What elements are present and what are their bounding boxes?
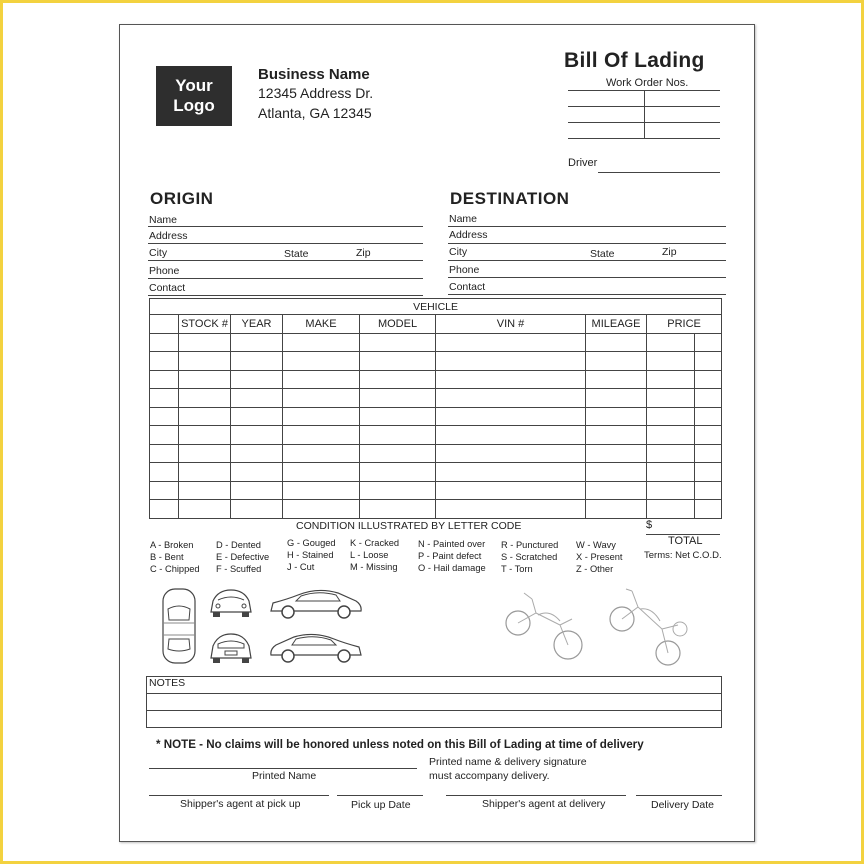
- shipper-pickup-label: Shipper's agent at pick up: [180, 798, 301, 810]
- delivery-date-label: Delivery Date: [651, 799, 715, 811]
- vehicle-cell[interactable]: [283, 370, 360, 389]
- vehicle-row: [150, 389, 722, 408]
- vehicle-cell[interactable]: [231, 481, 283, 500]
- pickup-date-label: Pick up Date: [351, 799, 411, 811]
- origin-address-label: Address: [149, 230, 188, 242]
- notes-label: NOTES: [147, 677, 722, 694]
- destination-address-label: Address: [449, 229, 488, 241]
- vehicle-cell[interactable]: [647, 481, 695, 500]
- vehicle-cell[interactable]: [179, 389, 231, 408]
- condition-code: J - Cut: [287, 562, 315, 573]
- vehicle-cell[interactable]: [647, 333, 695, 352]
- destination-name-label: Name: [449, 213, 478, 225]
- destination-contact-label: Contact: [449, 281, 486, 293]
- shipper-delivery-line[interactable]: [446, 795, 626, 796]
- vehicle-cell[interactable]: [647, 463, 695, 482]
- vehicle-cell[interactable]: [150, 444, 179, 463]
- destination-contact-line[interactable]: [448, 294, 726, 295]
- condition-codes-col-5: [418, 538, 502, 575]
- vehicle-row: [150, 444, 722, 463]
- printed-name-label: Printed Name: [252, 770, 317, 782]
- condition-code: S - Scratched: [501, 552, 558, 563]
- vehicle-cell[interactable]: [231, 463, 283, 482]
- column-header-stock: STOCK #: [179, 315, 231, 334]
- vehicle-cell[interactable]: [150, 481, 179, 500]
- vehicle-cell[interactable]: [179, 444, 231, 463]
- vehicle-cell[interactable]: [231, 370, 283, 389]
- vehicle-cell[interactable]: [695, 463, 722, 482]
- notes-line[interactable]: [147, 694, 722, 711]
- vehicle-cell[interactable]: [360, 481, 436, 500]
- condition-code: L - Loose: [350, 550, 389, 561]
- vehicle-cell[interactable]: [360, 500, 436, 519]
- vehicle-cell[interactable]: [695, 333, 722, 352]
- vehicle-cell[interactable]: [150, 426, 179, 445]
- car-top-view-icon: [160, 587, 198, 665]
- condition-code: G - Gouged: [287, 538, 336, 548]
- logo-line-2: Logo: [173, 96, 215, 115]
- logo-line-1: Your: [175, 76, 213, 95]
- car-rear-view-icon: [208, 631, 254, 665]
- vehicle-cell[interactable]: [179, 333, 231, 352]
- condition-title: CONDITION ILLUSTRATED BY LETTER CODE: [296, 520, 522, 532]
- vehicle-cell[interactable]: [360, 444, 436, 463]
- vehicle-cell[interactable]: [695, 426, 722, 445]
- vehicle-cell[interactable]: [436, 389, 586, 408]
- bill-of-lading-form: [119, 24, 755, 842]
- origin-state-label: State: [284, 248, 309, 260]
- vehicle-cell[interactable]: [360, 407, 436, 426]
- origin-name-label: Name: [149, 214, 178, 226]
- vehicle-cell[interactable]: [695, 444, 722, 463]
- vehicle-cell[interactable]: [436, 426, 586, 445]
- column-header-mileage: MILEAGE: [586, 315, 647, 334]
- vehicle-cell[interactable]: [179, 352, 231, 371]
- vehicle-cell[interactable]: [283, 444, 360, 463]
- vehicle-row: [150, 333, 722, 352]
- vehicle-cell[interactable]: [231, 352, 283, 371]
- vehicle-table: [149, 298, 722, 519]
- vehicle-row: [150, 426, 722, 445]
- vehicle-cell[interactable]: [586, 352, 647, 371]
- vehicle-row: [150, 407, 722, 426]
- destination-phone-line[interactable]: [448, 277, 726, 278]
- origin-title: ORIGIN: [150, 189, 214, 208]
- driver-line[interactable]: [598, 172, 720, 173]
- vehicle-cell[interactable]: [695, 407, 722, 426]
- vehicle-row: [150, 481, 722, 500]
- driver-label: Driver: [568, 157, 598, 169]
- vehicle-cell[interactable]: [283, 463, 360, 482]
- vehicle-cell[interactable]: [150, 463, 179, 482]
- origin-contact-line[interactable]: [148, 295, 423, 296]
- vehicle-cell[interactable]: [586, 426, 647, 445]
- vehicle-row: [150, 500, 722, 519]
- total-label: TOTAL: [668, 535, 703, 547]
- vehicle-cell[interactable]: [179, 481, 231, 500]
- column-header-index: [150, 315, 179, 334]
- origin-city-line[interactable]: [148, 260, 423, 261]
- column-header-make: MAKE: [283, 315, 360, 334]
- printed-name-line[interactable]: [149, 768, 417, 769]
- vehicle-table-body: [150, 333, 722, 518]
- work-order-line[interactable]: [568, 138, 720, 139]
- origin-zip-label: Zip: [356, 247, 371, 259]
- condition-codes-col-7: [576, 539, 642, 576]
- vehicle-cell[interactable]: [586, 463, 647, 482]
- origin-phone-line[interactable]: [148, 278, 423, 279]
- vehicle-cell[interactable]: [231, 444, 283, 463]
- condition-code: R - Punctured: [501, 540, 559, 550]
- vehicle-cell[interactable]: [179, 426, 231, 445]
- origin-contact-label: Contact: [149, 282, 186, 294]
- condition-code: T - Torn: [501, 564, 533, 575]
- vehicle-cell[interactable]: [150, 333, 179, 352]
- vehicle-cell[interactable]: [586, 481, 647, 500]
- vehicle-cell[interactable]: [231, 500, 283, 519]
- printed-signature-note-1: Printed name & delivery signature: [429, 756, 587, 768]
- origin-phone-label: Phone: [149, 265, 180, 277]
- condition-code: D - Dented: [216, 540, 261, 550]
- business-address: 12345 Address Dr.: [258, 85, 374, 101]
- vehicle-row: [150, 352, 722, 371]
- condition-code: Z - Other: [576, 564, 614, 575]
- condition-code: K - Cracked: [350, 538, 400, 548]
- vehicle-cell[interactable]: [283, 333, 360, 352]
- condition-code: H - Stained: [287, 550, 334, 561]
- condition-code: M - Missing: [350, 562, 398, 573]
- vehicle-cell[interactable]: [150, 407, 179, 426]
- destination-city-line[interactable]: [448, 260, 726, 261]
- vehicle-cell[interactable]: [231, 407, 283, 426]
- destination-title: DESTINATION: [450, 189, 570, 208]
- vehicle-cell[interactable]: [647, 426, 695, 445]
- vehicle-cell[interactable]: [360, 333, 436, 352]
- vehicle-cell[interactable]: [436, 500, 586, 519]
- vehicle-cell[interactable]: [586, 389, 647, 408]
- business-city: Atlanta, GA 12345: [258, 105, 372, 121]
- condition-code: O - Hail damage: [418, 563, 486, 574]
- vehicle-cell[interactable]: [231, 333, 283, 352]
- condition-code: W - Wavy: [576, 540, 616, 550]
- condition-codes-col-1: [150, 539, 214, 576]
- vehicle-cell[interactable]: [150, 370, 179, 389]
- vehicle-cell[interactable]: [436, 370, 586, 389]
- vehicle-cell[interactable]: [436, 444, 586, 463]
- condition-codes-col-4: [350, 537, 416, 574]
- vehicle-cell[interactable]: [436, 407, 586, 426]
- vehicle-cell[interactable]: [179, 500, 231, 519]
- column-header-vin: VIN #: [436, 315, 586, 334]
- total-dollar-sign: $: [646, 519, 653, 531]
- vehicle-cell[interactable]: [283, 426, 360, 445]
- condition-code: N - Painted over: [418, 539, 486, 549]
- vehicle-row: [150, 370, 722, 389]
- vehicle-cell[interactable]: [231, 389, 283, 408]
- claims-note: * NOTE - No claims will be honored unless noted on this Bill of Lading at time of delivery: [156, 738, 644, 751]
- business-name: Business Name: [258, 66, 370, 83]
- vehicle-cell[interactable]: [436, 463, 586, 482]
- vehicle-cell[interactable]: [360, 370, 436, 389]
- condition-code: P - Paint defect: [418, 551, 482, 562]
- condition-codes-col-3: [287, 537, 351, 574]
- vehicle-cell[interactable]: [360, 463, 436, 482]
- vehicle-cell[interactable]: [647, 407, 695, 426]
- vehicle-row: [150, 463, 722, 482]
- condition-codes-col-6: [501, 539, 575, 576]
- vehicle-cell[interactable]: [695, 481, 722, 500]
- vehicle-cell[interactable]: [231, 426, 283, 445]
- column-header-model: MODEL: [360, 315, 436, 334]
- vehicle-table-header: [150, 315, 722, 334]
- condition-code: A - Broken: [150, 540, 194, 550]
- vehicle-cell[interactable]: [695, 389, 722, 408]
- vehicle-cell[interactable]: [150, 352, 179, 371]
- vehicle-cell[interactable]: [647, 370, 695, 389]
- vehicle-cell[interactable]: [179, 407, 231, 426]
- vehicle-cell[interactable]: [586, 333, 647, 352]
- shipper-pickup-line[interactable]: [149, 795, 329, 796]
- column-header-year: YEAR: [231, 315, 283, 334]
- delivery-date-line[interactable]: [636, 795, 722, 796]
- shipper-delivery-label: Shipper's agent at delivery: [482, 798, 606, 810]
- motorcycle-angled-view-icon: [606, 585, 692, 669]
- vehicle-table-title: VEHICLE: [150, 299, 722, 315]
- logo-placeholder: [156, 66, 232, 126]
- vehicle-cell[interactable]: [436, 481, 586, 500]
- vehicle-cell[interactable]: [179, 370, 231, 389]
- condition-code: X - Present: [576, 552, 623, 563]
- vehicle-cell[interactable]: [695, 500, 722, 519]
- condition-code: F - Scuffed: [216, 564, 262, 575]
- vehicle-cell[interactable]: [586, 407, 647, 426]
- car-front-view-icon: [208, 587, 254, 619]
- vehicle-cell[interactable]: [586, 500, 647, 519]
- vehicle-cell[interactable]: [586, 370, 647, 389]
- origin-city-label: City: [149, 247, 168, 259]
- origin-address-line[interactable]: [148, 243, 423, 244]
- vehicle-cell[interactable]: [360, 389, 436, 408]
- notes-box: [146, 676, 722, 728]
- vehicle-cell[interactable]: [150, 500, 179, 519]
- vehicle-cell[interactable]: [436, 352, 586, 371]
- condition-code: B - Bent: [150, 552, 184, 563]
- condition-codes-col-2: [216, 539, 286, 576]
- vehicle-cell[interactable]: [647, 352, 695, 371]
- vehicle-cell[interactable]: [150, 389, 179, 408]
- vehicle-cell[interactable]: [283, 407, 360, 426]
- destination-address-line[interactable]: [448, 243, 726, 244]
- destination-name-line[interactable]: [448, 226, 726, 227]
- vehicle-cell[interactable]: [586, 444, 647, 463]
- destination-state-label: State: [590, 248, 615, 260]
- vehicle-cell[interactable]: [695, 352, 722, 371]
- work-order-divider: [644, 90, 645, 138]
- payment-terms: Terms: Net C.O.D.: [644, 550, 722, 561]
- destination-city-label: City: [449, 246, 468, 258]
- pickup-date-line[interactable]: [337, 795, 423, 796]
- form-title: Bill Of Lading: [564, 49, 705, 72]
- notes-line[interactable]: [147, 711, 722, 728]
- work-order-label: Work Order Nos.: [606, 77, 689, 89]
- vehicle-cell[interactable]: [283, 352, 360, 371]
- column-header-price: PRICE: [647, 315, 722, 334]
- origin-name-line[interactable]: [148, 226, 423, 227]
- vehicle-cell[interactable]: [283, 389, 360, 408]
- vehicle-cell[interactable]: [647, 500, 695, 519]
- destination-phone-label: Phone: [449, 264, 480, 276]
- car-side-view-right-icon: [268, 587, 364, 621]
- vehicle-cell[interactable]: [436, 333, 586, 352]
- destination-zip-label: Zip: [662, 246, 677, 258]
- vehicle-cell[interactable]: [360, 426, 436, 445]
- vehicle-cell[interactable]: [360, 352, 436, 371]
- vehicle-cell[interactable]: [647, 444, 695, 463]
- motorcycle-side-view-icon: [502, 585, 588, 669]
- car-side-view-left-icon: [268, 629, 364, 665]
- vehicle-cell[interactable]: [283, 500, 360, 519]
- vehicle-cell[interactable]: [695, 370, 722, 389]
- vehicle-cell[interactable]: [179, 463, 231, 482]
- vehicle-cell[interactable]: [647, 389, 695, 408]
- vehicle-cell[interactable]: [283, 481, 360, 500]
- condition-code: C - Chipped: [150, 564, 200, 575]
- printed-signature-note-2: must accompany delivery.: [429, 770, 550, 782]
- condition-code: E - Defective: [216, 552, 270, 563]
